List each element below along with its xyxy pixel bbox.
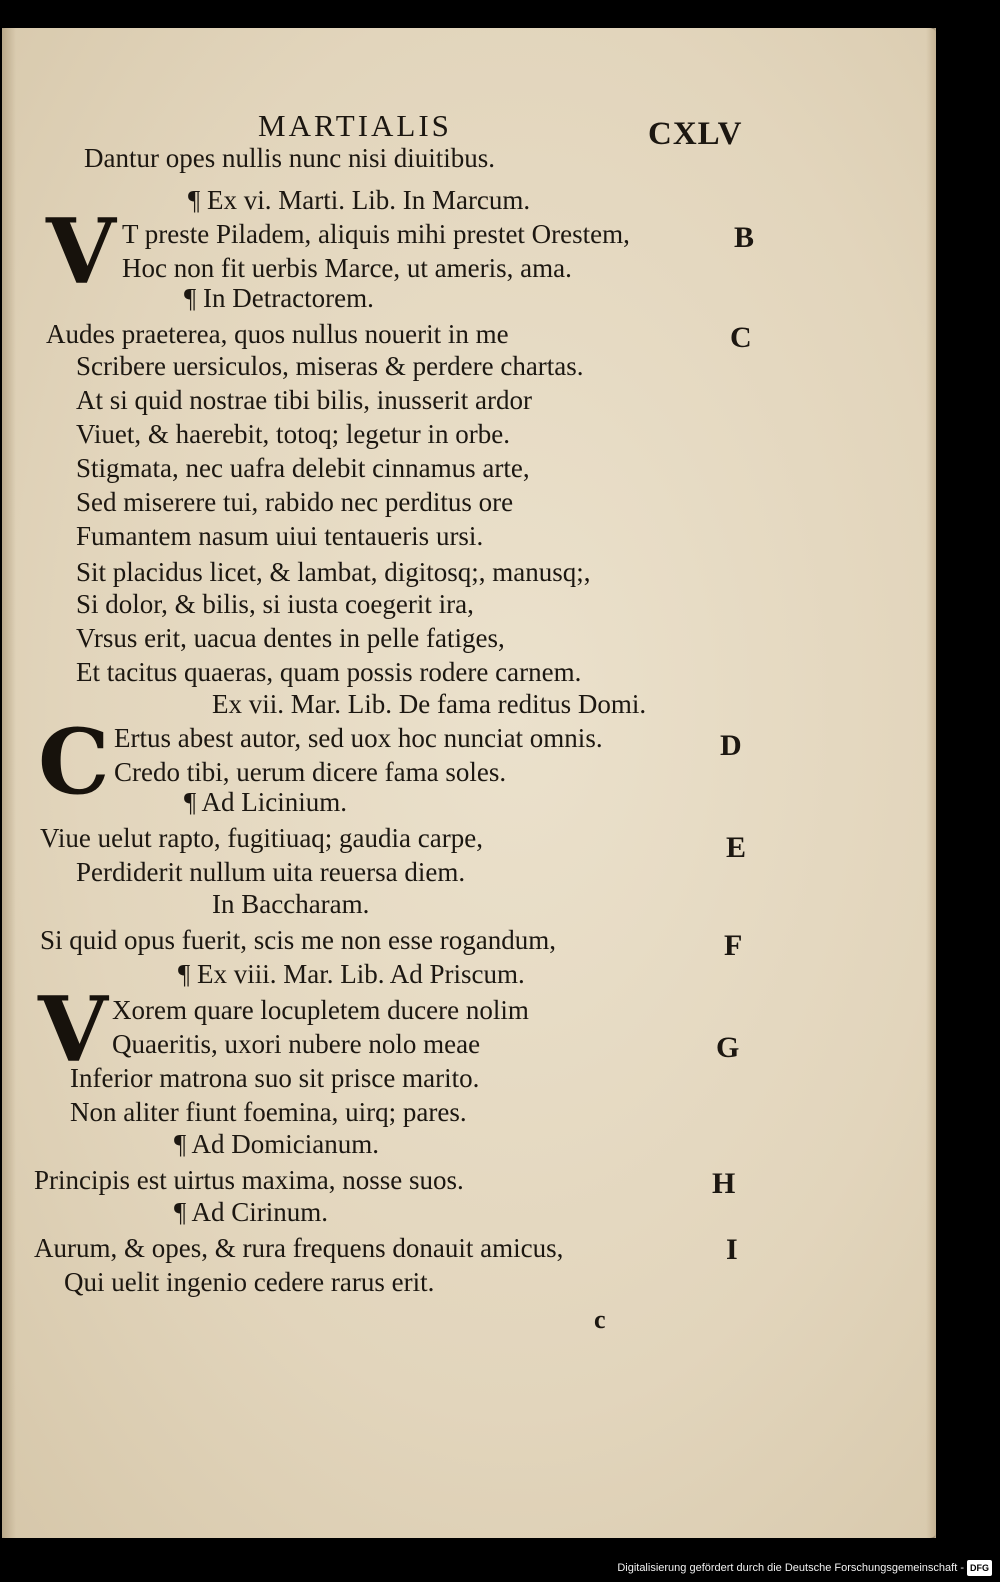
text-line: Quaeritis, uxori nubere nolo meae [112,1029,481,1059]
rubric-line: ¶ Ad Cirinum. [174,1197,328,1227]
running-title: MARTIALIS [258,108,452,143]
text-line: Aurum, & opes, & rura frequens donauit amicus, [34,1233,564,1263]
rubric-line: ¶ Ad Domicianum. [174,1129,379,1159]
margin-letter: C [730,321,752,354]
text-line: Si dolor, & bilis, si iusta coegerit ira, [76,589,474,619]
text-line: Qui uelit ingenio cedere rarus erit. [64,1267,435,1297]
signature-mark: c [594,1305,606,1334]
rubric-line: ¶ Ad Licinium. [184,787,347,817]
rubric-line: ¶ In Detractorem. [184,283,374,313]
text-line: Hoc non fit uerbis Marce, ut ameris, ama. [122,253,572,283]
text-line: At si quid nostrae tibi bilis, inusserit ardor [76,385,532,415]
margin-letter: D [720,729,742,762]
text-line: Scribere uersiculos, miseras & perdere chartas. [76,351,584,381]
margin-letter: H [712,1167,736,1200]
text-line: Non aliter fiunt foemina, uirq; pares. [70,1097,467,1127]
text-line: Ertus abest autor, sed uox hoc nunciat omnis. [114,723,603,753]
text-line: Vrsus erit, uacua dentes in pelle fatiges, [76,623,505,653]
margin-letter: B [734,221,755,254]
margin-letter: E [726,831,747,864]
text-line: Sed miserere tui, rabido nec perditus ore [76,487,514,517]
decorated-initial: V [46,199,116,305]
text-line: Sit placidus licet, & lambat, digitosq;, manusq;, [76,557,591,587]
folio-number: CXLV [648,116,743,152]
footer-text: Digitalisierung gefördert durch die Deutsche Forschungsgemeinschaft - [617,1562,964,1574]
text-line: Audes praeterea, quos nullus nouerit in me [46,319,509,349]
text-line: Fumantem nasum uiui tentaueris ursi. [76,521,484,551]
text-line: Si quid opus fuerit, scis me non esse rogandum, [40,925,556,955]
text-line: T preste Piladem, aliquis mihi prestet Orestem, [122,219,630,249]
text-line: Credo tibi, uerum dicere fama soles. [114,757,507,787]
text-line: Xorem quare locupletem ducere nolim [112,995,529,1025]
text-line: Viue uelut rapto, fugitiuaq; gaudia carpe, [40,823,483,853]
rubric-line: Ex vii. Mar. Lib. De fama reditus Domi. [212,689,647,719]
rubric-line: ¶ Ex viii. Mar. Lib. Ad Priscum. [178,959,525,989]
text-line: Et tacitus quaeras, quam possis rodere carnem. [76,657,582,687]
decorated-initial: C [38,709,110,815]
rubric-line: In Baccharam. [212,889,370,919]
text-line: Viuet, & haerebit, totoq; legetur in orbe. [76,419,511,449]
digitization-footer [617,1560,992,1576]
text-line: Perdiderit nullum uita reuersa diem. [76,857,466,887]
text-line: Principis est uirtus maxima, nosse suos. [34,1165,464,1195]
text-line: Inferior matrona suo sit prisce marito. [70,1063,480,1093]
margin-letter: F [724,929,743,962]
decorated-initial: V [38,977,108,1083]
rubric-line: ¶ Ex vi. Marti. Lib. In Marcum. [188,185,531,215]
text-line: Dantur opes nullis nunc nisi diuitibus. [84,143,495,173]
text-line: Stigmata, nec uafra delebit cinnamus arte, [76,453,530,483]
margin-letter: G [716,1031,740,1064]
margin-letter: I [726,1233,738,1266]
dfg-logo: DFG [967,1560,992,1576]
